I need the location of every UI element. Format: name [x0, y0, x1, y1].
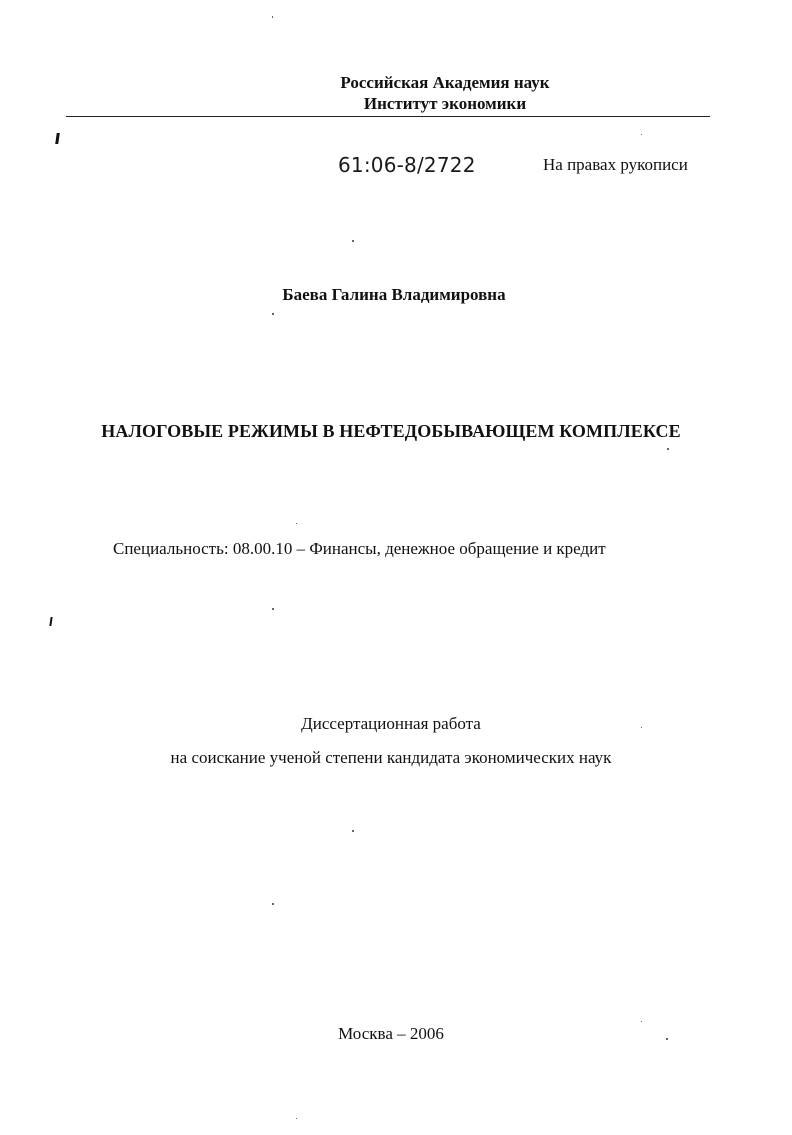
scan-artifact-speck [272, 313, 274, 315]
scan-artifact-speck [272, 608, 274, 610]
author-name [0, 285, 792, 305]
scan-artifact-speck [641, 727, 642, 728]
scan-artifact-speck [352, 240, 354, 242]
degree-purpose: на соискание ученой степени кандидата экономических наук [170, 748, 612, 767]
scan-artifact-speck [272, 903, 274, 905]
scan-artifact-mark [49, 617, 52, 626]
institute-name: Институт экономики [363, 94, 527, 113]
manuscript-rights-note: На правах рукописи [543, 155, 688, 174]
scan-artifact-mark [55, 133, 60, 144]
scan-artifact-speck [296, 1118, 297, 1119]
scan-artifact-speck [641, 1021, 642, 1022]
header-divider [66, 116, 710, 117]
city-year: Москва – 2006 [338, 1024, 444, 1043]
scan-artifact-speck [296, 523, 297, 524]
work-type: Диссертационная работа [301, 714, 481, 733]
scan-artifact-speck [641, 134, 642, 135]
institution-header [185, 72, 705, 114]
academy-name: Российская Академия наук [340, 73, 550, 92]
author-name-text: Баева Галина Владимировна [282, 285, 506, 304]
scan-artifact-speck [352, 830, 354, 832]
scan-artifact-speck [667, 448, 669, 450]
scan-artifact-speck [272, 16, 273, 18]
dissertation-title: НАЛОГОВЫЕ РЕЖИМЫ В НЕФТЕДОБЫВАЮЩЕМ КОМПЛЕКСЕ [101, 421, 681, 441]
scan-artifact-speck [666, 1038, 668, 1040]
library-stamp-code: 61:06-8/2722 [338, 153, 476, 177]
specialty-line: Специальность: 08.00.10 – Финансы, денежное обращение и кредит [113, 539, 606, 558]
